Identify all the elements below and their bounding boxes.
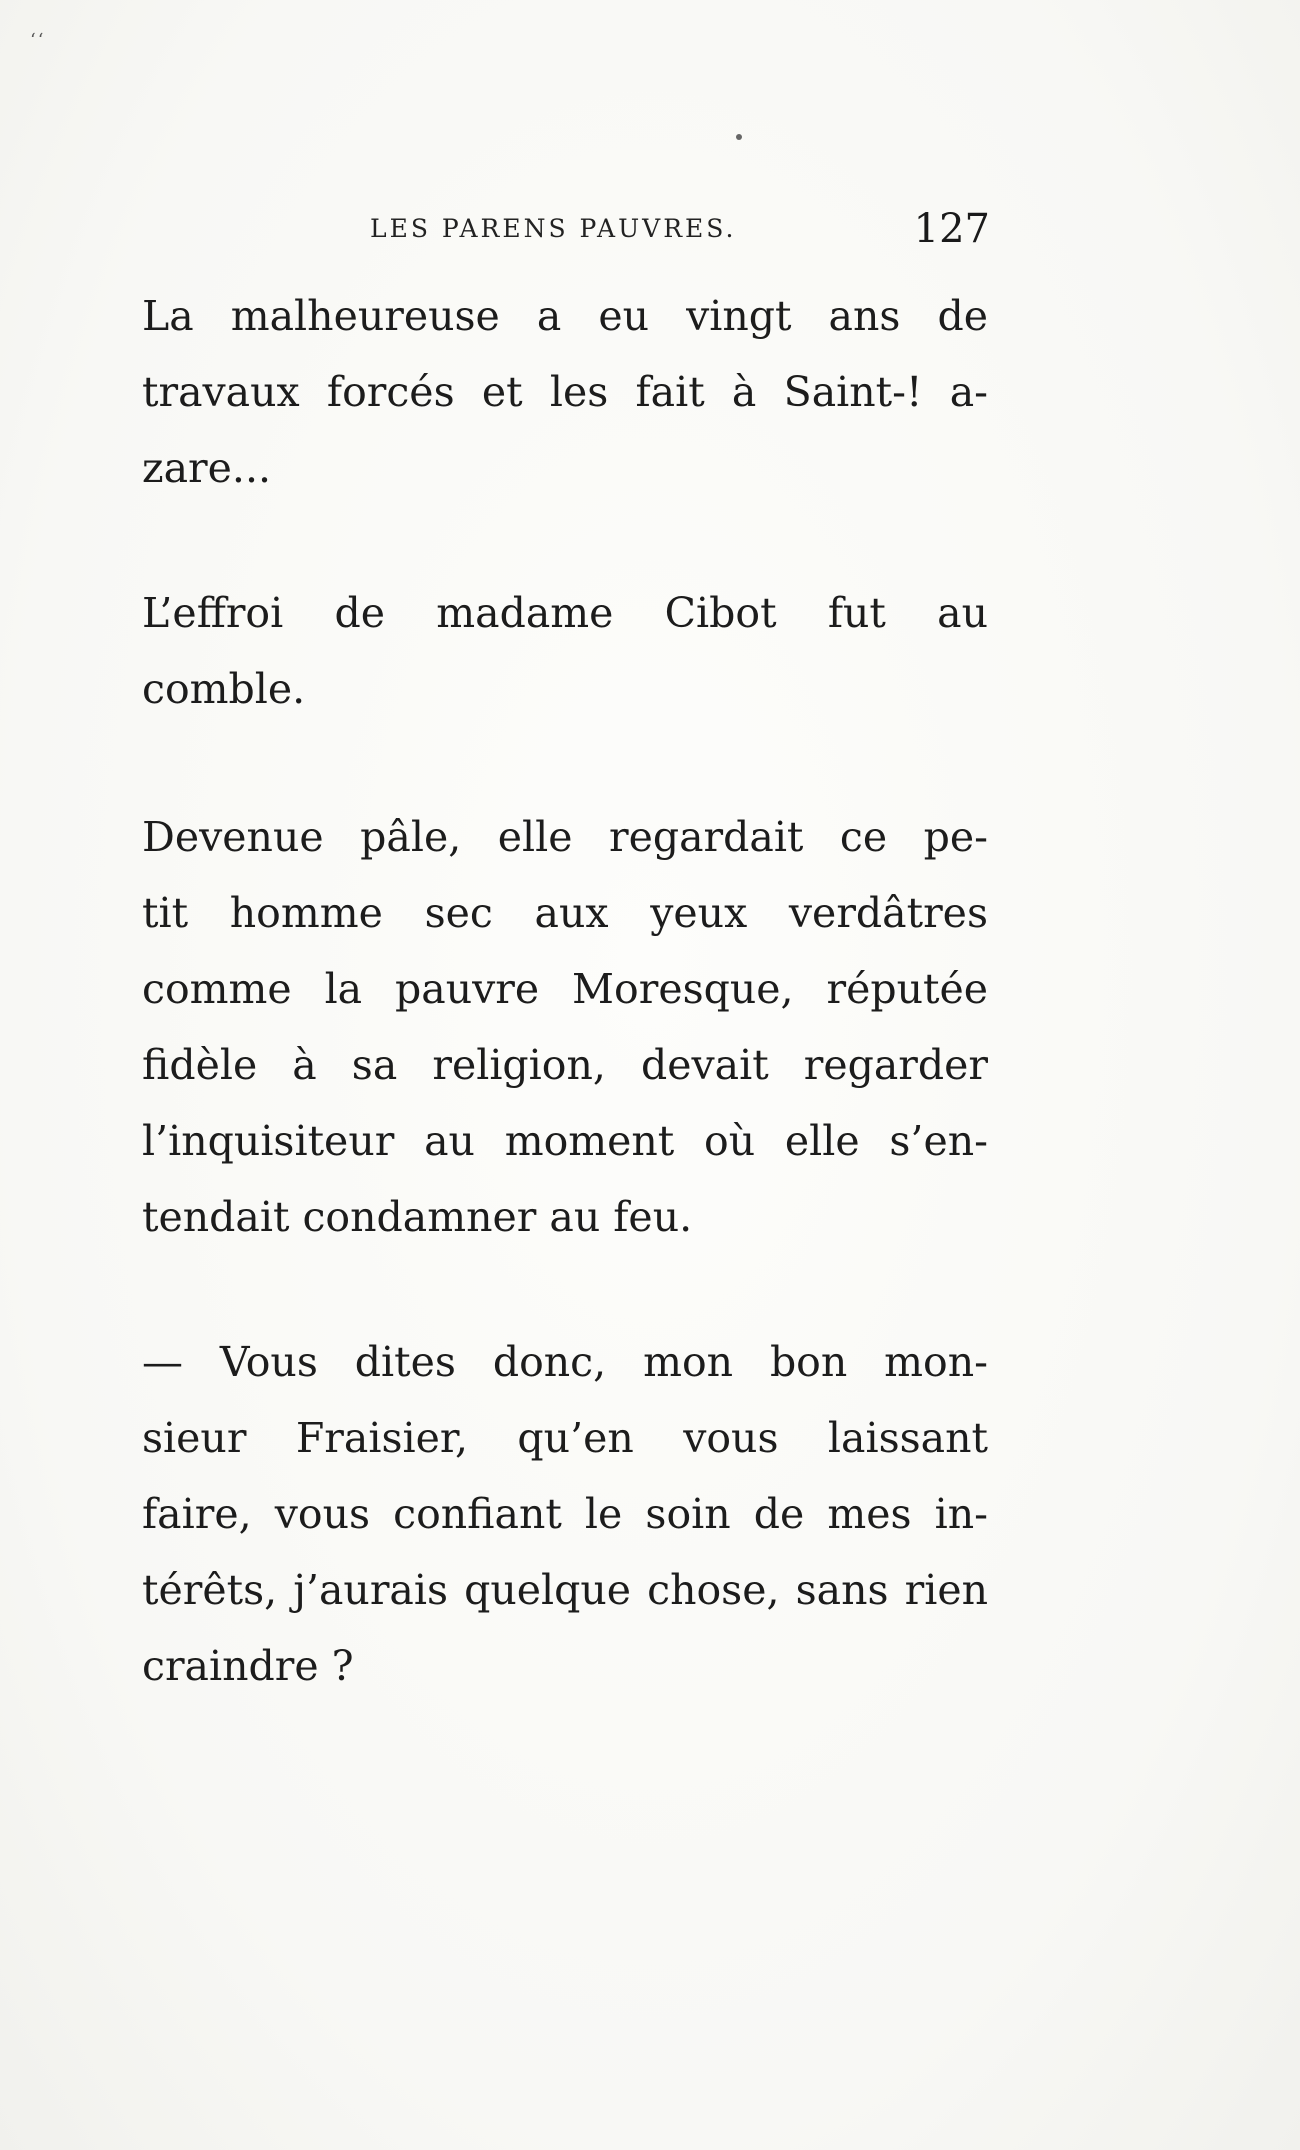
text-line: sieur Fraisier, qu’en vous laissant [142, 1414, 988, 1462]
page-number: 127 [913, 206, 990, 252]
text-line: Devenue pâle, elle regardait ce pe- [142, 813, 988, 861]
text-line: l’inquisiteur au moment où elle s’en- [142, 1117, 988, 1165]
text-line: fidèle à sa religion, devait regarder [142, 1041, 988, 1089]
text-line: — Vous dites donc, mon bon mon- [142, 1338, 988, 1386]
text-line: La malheureuse a eu vingt ans de [142, 292, 988, 340]
text-line: L’effroi de madame Cibot fut au [142, 589, 988, 637]
paragraph-3 [142, 799, 988, 1255]
text-line: tit homme sec aux yeux verdâtres [142, 889, 988, 937]
corner-mark: ‘‘ [30, 30, 46, 51]
text-line: tendait condamner au feu. [142, 1193, 693, 1241]
running-head [140, 206, 990, 256]
text-line: faire, vous confiant le soin de mes in- [142, 1490, 988, 1538]
running-title: LES PARENS PAUVRES. [370, 214, 737, 243]
body-text [142, 278, 988, 1704]
text-line: travaux forcés et les fait à Saint-! a- [142, 368, 988, 416]
text-line: térêts, j’aurais quelque chose, sans rien [142, 1566, 988, 1614]
text-line: zare... [142, 444, 272, 492]
ink-speck [736, 134, 742, 140]
paragraph-2 [142, 575, 988, 727]
text-line: craindre ? [142, 1642, 354, 1690]
paragraph-4 [142, 1324, 988, 1704]
text-line: comme la pauvre Moresque, réputée [142, 965, 988, 1013]
text-line: comble. [142, 665, 306, 713]
paragraph-1 [142, 278, 988, 506]
